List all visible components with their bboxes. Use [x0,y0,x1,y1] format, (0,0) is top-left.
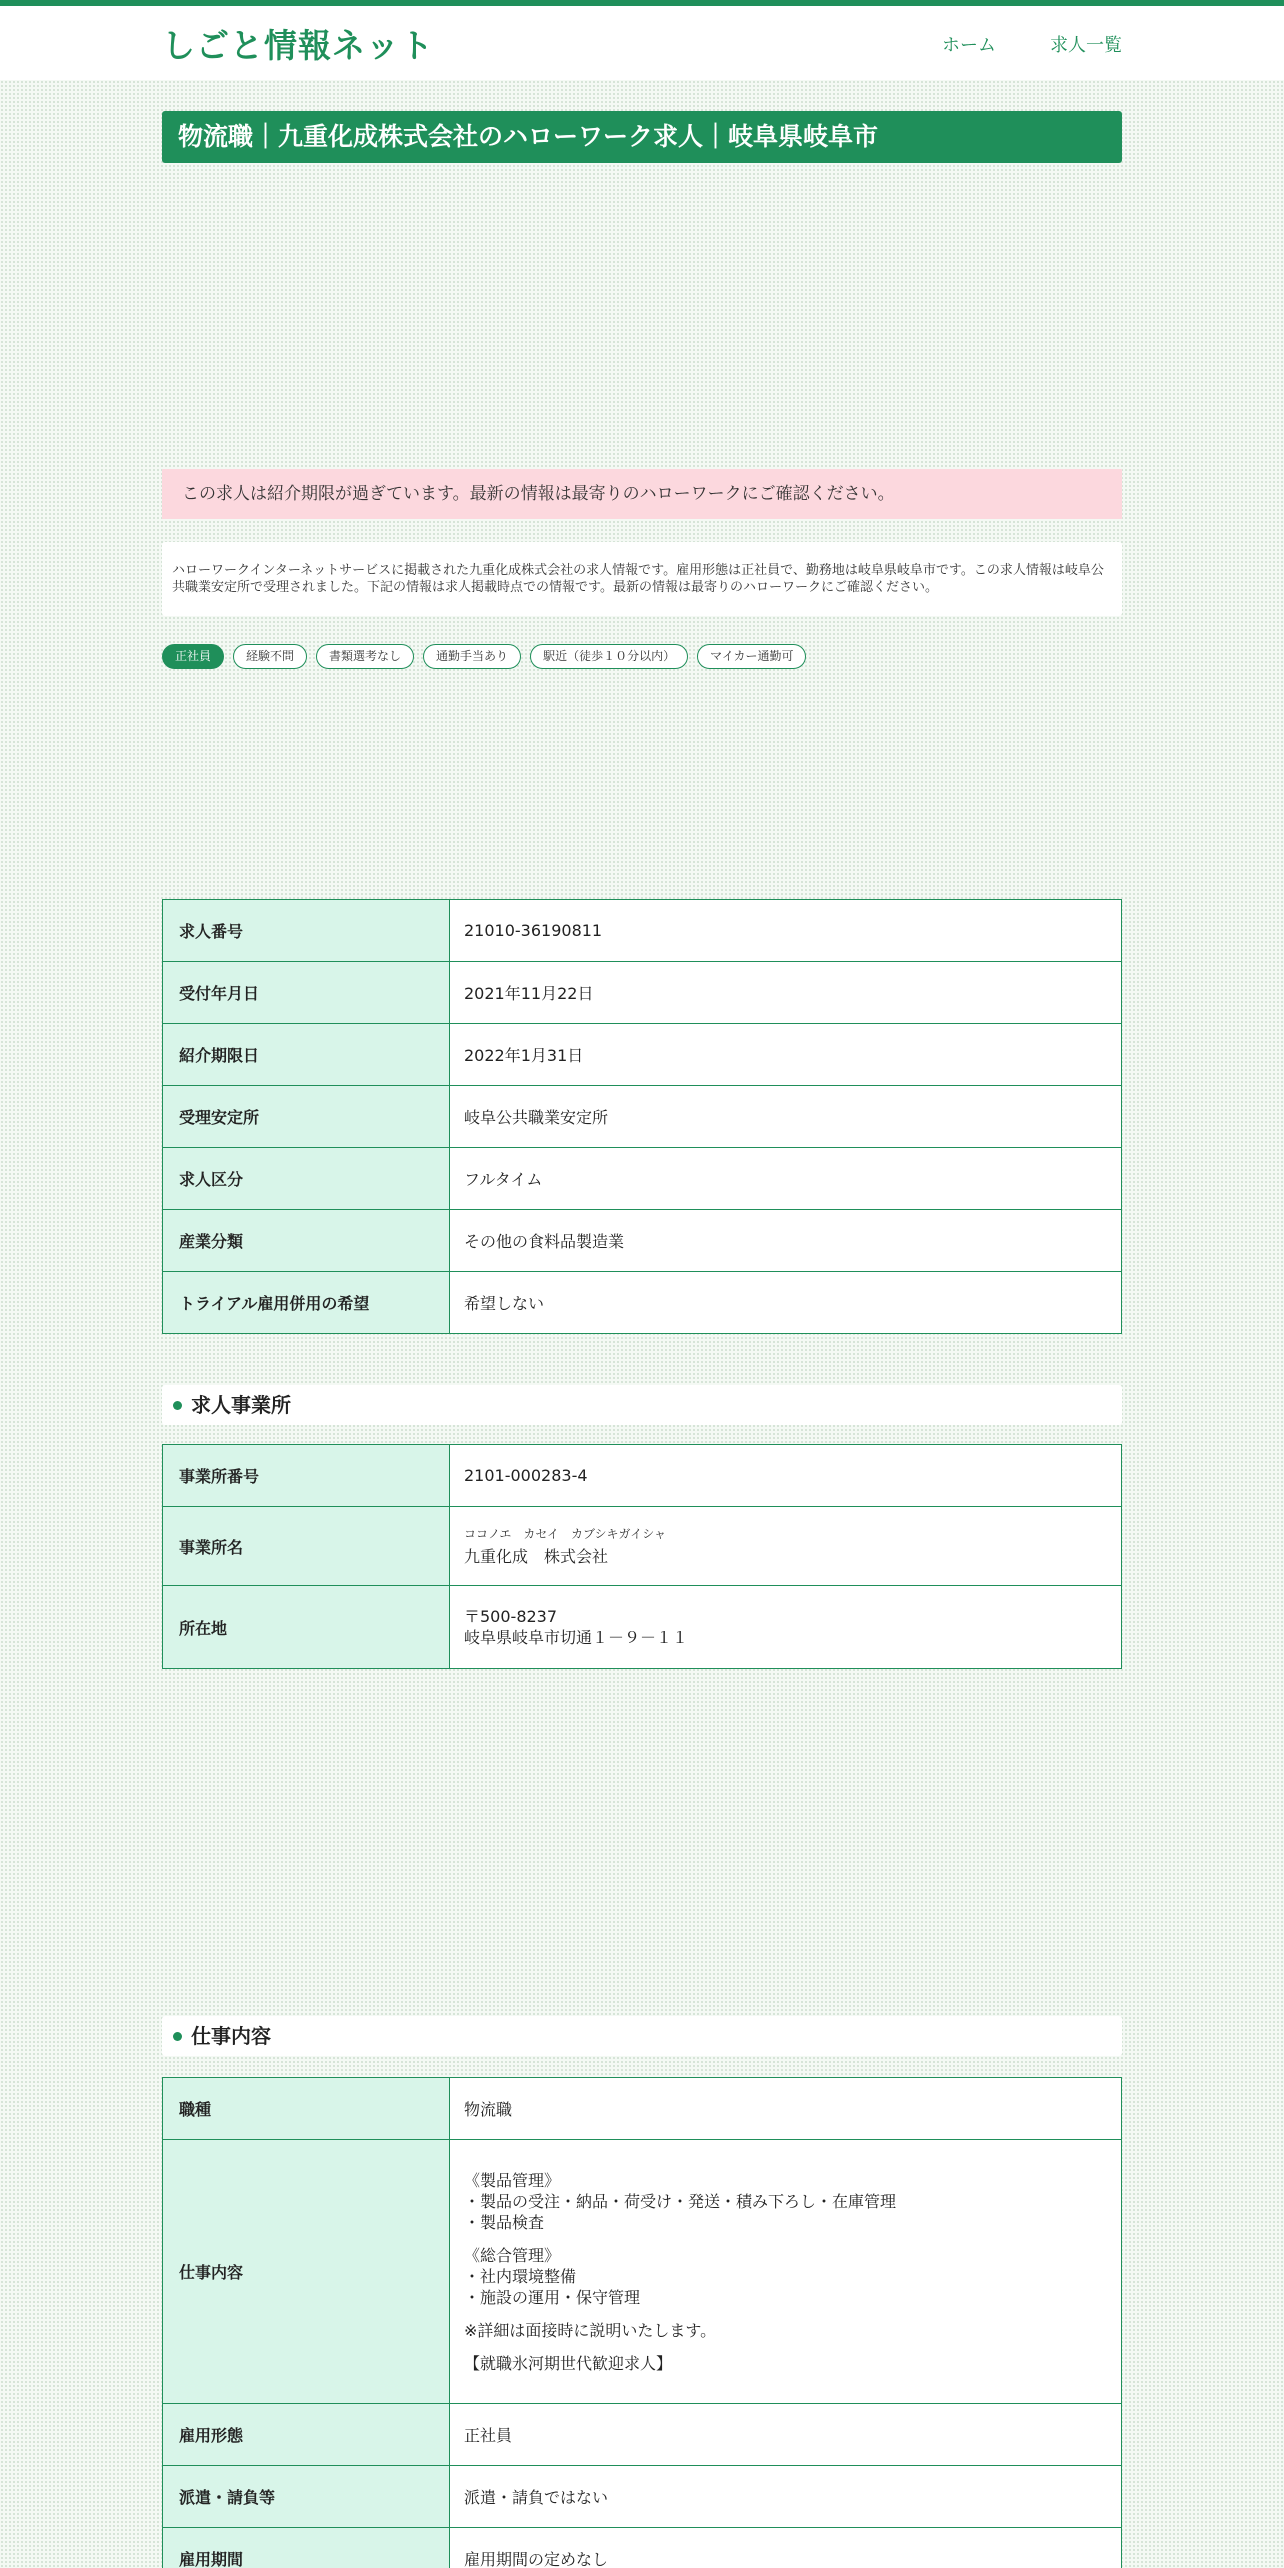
tag-employment-type: 正社員 [162,644,224,669]
site-header [0,6,1284,80]
row-value: 正社員 [450,2404,1122,2466]
table-row [163,1272,1122,1334]
site-logo[interactable]: しごと情報ネット [162,26,434,65]
table-row [163,2528,1122,2568]
row-label: 求人区分 [163,1148,450,1210]
tag-item: マイカー通勤可 [697,644,806,669]
row-value: 2022年1月31日 [450,1024,1122,1086]
job-info-table [162,2077,1122,2568]
row-value: その他の食料品製造業 [450,1210,1122,1272]
tag-item: 駅近（徒歩１０分以内） [530,644,688,669]
main-nav [942,31,1122,57]
row-value: 物流職 [450,2078,1122,2140]
row-label: 事業所名 [163,1507,450,1586]
row-value: 岐阜公共職業安定所 [450,1086,1122,1148]
table-row [163,1507,1122,1586]
spacer [464,2233,1107,2245]
section-heading-text: 求人事業所 [191,1393,291,1417]
table-row [163,2466,1122,2528]
table-row [163,1586,1122,1669]
spacer [464,2308,1107,2320]
table-row [163,1148,1122,1210]
row-value: 希望しない [450,1272,1122,1334]
content-line: ・製品の受注・納品・荷受け・発送・積み下ろし・在庫管理 [464,2191,897,2211]
table-row [163,1210,1122,1272]
row-label: 所在地 [163,1586,450,1669]
row-label: 受付年月日 [163,962,450,1024]
row-label: 職種 [163,2078,450,2140]
content-line: 【就職氷河期世代歓迎求人】 [464,2353,673,2373]
address: 岐阜県岐阜市切通１－９－１１ [464,1628,689,1647]
row-label: トライアル雇用併用の希望 [163,1272,450,1334]
basic-info-table [162,899,1122,1334]
row-label: 紹介期限日 [163,1024,450,1086]
row-value: 2101-000283-4 [450,1445,1122,1507]
section-heading-office [162,1385,1122,1425]
row-label: 受理安定所 [163,1086,450,1148]
tag-item: 書類選考なし [316,644,414,669]
row-value: 21010-36190811 [450,900,1122,962]
content-line: ・社内環境整備 [464,2266,577,2286]
section-heading-job [162,2016,1122,2056]
row-value [450,1507,1122,1586]
content-line: 《総合管理》 [464,2245,561,2265]
row-value: フルタイム [450,1148,1122,1210]
table-row [163,1024,1122,1086]
content-line: ・製品検査 [464,2212,545,2232]
tag-item: 通勤手当あり [423,644,521,669]
table-row [163,1086,1122,1148]
row-value [450,1586,1122,1669]
row-label: 派遣・請負等 [163,2466,450,2528]
expired-notice: この求人は紹介期限が過ぎています。最新の情報は最寄りのハローワークにご確認ください。 [162,469,1122,519]
tag-list [162,644,806,669]
tag-item: 経験不問 [233,644,307,669]
page-title: 物流職｜九重化成株式会社のハローワーク求人｜岐阜県岐阜市 [162,111,1122,163]
content-line: ※詳細は面接時に説明いたします。 [464,2320,717,2340]
table-row [163,2404,1122,2466]
row-label: 雇用形態 [163,2404,450,2466]
company-name-kana: ココノエ カセイ カブシキガイシャ [464,1527,666,1541]
nav-job-list-link[interactable]: 求人一覧 [1050,35,1122,56]
company-name: 九重化成 株式会社 [464,1547,609,1566]
spacer [464,2341,1107,2353]
row-value: 派遣・請負ではない [450,2466,1122,2528]
row-label: 事業所番号 [163,1445,450,1507]
section-heading-text: 仕事内容 [191,2024,271,2048]
content-line: 《製品管理》 [464,2170,561,2190]
row-value: 雇用期間の定めなし [450,2528,1122,2568]
intro-text: ハローワークインターネットサービスに掲載された九重化成株式会社の求人情報です。雇用形態は正社員で、勤務地は岐阜県岐阜市です。この求人情報は岐阜公共職業安定所で受理されました。下記の情報は求人掲載時点での情報です。最新の情報は最寄りのハローワークにご確認ください。 [162,542,1122,616]
table-row [163,900,1122,962]
row-value: 2021年11月22日 [450,962,1122,1024]
bullet-icon [173,1401,182,1410]
row-value [450,2140,1122,2404]
content-line: ・施設の運用・保守管理 [464,2287,641,2307]
row-label: 産業分類 [163,1210,450,1272]
office-info-table [162,1444,1122,1669]
table-row [163,962,1122,1024]
bullet-icon [173,2032,182,2041]
nav-home-link[interactable]: ホーム [942,35,996,56]
postal-code: 〒500-8237 [464,1607,558,1626]
table-row [163,2078,1122,2140]
table-row [163,1445,1122,1507]
row-label: 求人番号 [163,900,450,962]
row-label: 雇用期間 [163,2528,450,2568]
row-label: 仕事内容 [163,2140,450,2404]
table-row [163,2140,1122,2404]
